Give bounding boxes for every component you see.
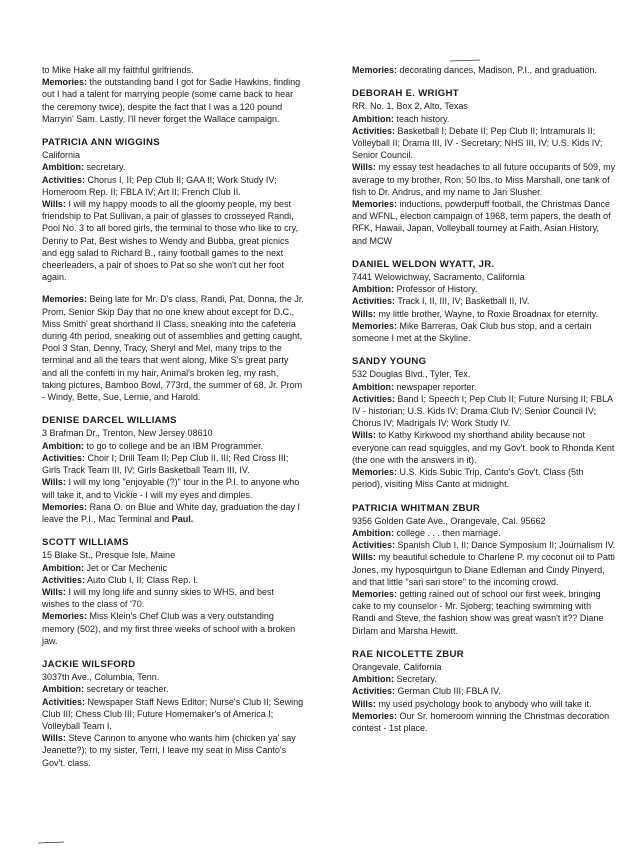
wills-line — [42, 476, 304, 500]
ambition-text: Secretary. — [396, 674, 437, 685]
memories-label: Memories: — [352, 320, 398, 331]
activities-text: Choir I; Drill Team II; Pep Club II, III; Red Cross III; Girls Track Team III, IV; Girls Basketball Team III, IV. — [42, 452, 289, 476]
activities-line — [352, 539, 616, 551]
activities-label: Activities: — [352, 686, 396, 697]
memories-text: Mike Barreras, Oak Club bus stop, and a certain someone I met at the Skyline. — [352, 320, 592, 344]
memories-label: Memories: — [42, 611, 88, 622]
wills-line — [42, 586, 304, 610]
senior-address: 15 Blake St., Presque Isle, Maine — [42, 550, 176, 561]
ambition-text: secretary. — [86, 162, 126, 173]
ambition-line — [42, 440, 304, 452]
memories-label: Memories: — [352, 199, 398, 210]
ambition-line — [352, 381, 616, 393]
paragraph-gap — [42, 283, 304, 293]
pen-mark-top — [448, 58, 482, 64]
wills-text: Steve Cannon to anyone who wants him (chicken ya' say Jeanette?); to my sister, Terri, I leave my seat in Miss Canto's Gov't. class. — [42, 733, 296, 768]
memories-text: Miss Klein's Chef Club was a very outstanding memory (502), and my first three weeks of school with a broken jaw. — [42, 611, 296, 646]
activities-line — [42, 174, 304, 198]
senior-name: JACKIE WILSFORD — [42, 658, 136, 670]
wills-text: my beautiful schedule to Charlene P. my coconut oil to Patti Jones, my hyposquirtgun to Diane Edleman and Cindy Pinyerd, and that little "sari sari store" to the incoming crowd. — [352, 552, 615, 587]
ambition-text: Jet or Car Mechenic — [86, 562, 168, 573]
memories-label: Memories: — [352, 588, 398, 599]
activities-label: Activities: — [42, 696, 86, 707]
memories-label: Memories: — [352, 710, 398, 721]
memories-label: Memories: — [42, 77, 88, 88]
ambition-text: newspaper reporter. — [396, 381, 477, 392]
activities-label: Activities: — [352, 393, 396, 404]
ambition-label: Ambition: — [42, 684, 84, 695]
activities-text: Newspaper Staff News Editor; Nurse's Club II; Sewing Club III; Chess Club III; Future Homemaker's of America I; Volleyball Team I. — [42, 696, 304, 731]
wills-label: Wills: — [352, 162, 376, 173]
memories-label: Memories: — [42, 294, 88, 305]
memories-bold-tail: Paul. — [171, 513, 194, 524]
ambition-label: Ambition: — [352, 381, 394, 392]
ambition-label: Ambition: — [352, 113, 394, 124]
ambition-label: Ambition: — [42, 562, 84, 573]
wills-text: to Kathy Kirkwood my shorthand ability because not everyone can read squiggles, and my Gov't. book to Rhonda Kent (the one with the answers in it). — [352, 430, 615, 465]
wills-text: I will my happy moods to all the gloomy people, my best friendship to Pat Sullivan, a pair of glasses to crosseyed Randi, Pool No. 3 to all bored girls, the terminal to those who like to cry, Denny to Pat, Best wishes to Wendy and Bubba, great picnics and egg salad to Richard B., rainy football games to the next cheerleaders, a pair of shoes to Pat so she won't cut her foot again. — [42, 199, 298, 283]
wills-label: Wills: — [42, 477, 66, 488]
ambition-line — [42, 562, 304, 574]
wills-line — [352, 429, 616, 466]
wills-text: my essay test headaches to all future occupants of 509, my average to my brother, Ron; 50 lbs. to Miss Marshall, one tank of fish to Dr. Andrus, and my name to Jan Slusher. — [352, 162, 616, 197]
wills-line — [352, 698, 616, 710]
ambition-line — [42, 683, 304, 695]
activities-text: Track I, II, III, IV; Basketball II, IV. — [397, 296, 530, 307]
memories-label: Memories: — [42, 501, 88, 512]
activities-line — [42, 574, 304, 586]
activities-text: German Club III; FBLA IV. — [397, 686, 501, 697]
wills-label: Wills: — [42, 733, 66, 744]
ambition-line — [352, 527, 616, 539]
pen-mark-bottom — [36, 838, 66, 846]
senior-address: 9356 Golden Gate Ave., Orangevale, Cal. 95662 — [352, 515, 546, 526]
wills-text: I will my long life and sunny skies to WHS, and best wishes to the class of '70. — [42, 586, 275, 610]
wills-label: Wills: — [42, 586, 66, 597]
activities-text: Basketball I; Debate II; Pep Club II; Intramurals II; Volleyball II; Drama III, IV - Secretary; NHS III, IV; U.S. Kids IV; Senior Council. — [352, 125, 603, 161]
memories-line — [42, 610, 304, 647]
senior-name: SCOTT WILLIAMS — [42, 537, 129, 549]
activities-label: Activities: — [352, 540, 396, 551]
wills-label: Wills: — [352, 698, 376, 709]
senior-address: Orangevale, California — [352, 661, 442, 672]
senior-name: SANDY YOUNG — [352, 356, 427, 368]
ambition-text: Professor of History. — [396, 284, 478, 295]
senior-entry-zbur-patricia — [352, 503, 616, 637]
activities-text: Spanish Club I, II; Dance Symposium II; Journalism IV. — [397, 540, 616, 551]
continued-memories — [42, 76, 304, 125]
activities-text: Band I; Speech I; Pep Club II; Future Nursing II; FBLA IV - historian; U.S. Kids IV; Drama Club IV; Senior Council IV; Chorus IV; Madrigals IV; Work Study IV. — [352, 393, 613, 429]
ambition-text: teach history. — [396, 113, 450, 124]
memories-line — [352, 466, 616, 490]
senior-entry-wyatt — [352, 259, 616, 344]
wills-label: Wills: — [352, 430, 376, 441]
activities-line — [352, 393, 616, 430]
activities-text: Chorus I, II; Pep Club II; GAA II; Work Study IV; Homeroom Rep. II; FBLA IV; Art II; French Club II. — [42, 174, 277, 197]
activities-label: Activities: — [42, 574, 86, 585]
memories-line — [352, 710, 616, 734]
wills-line — [352, 161, 616, 198]
memories-text: U.S. Kids Subic Trip, Canto's Gov't. Class (5th period), visiting Miss Canto at midnight. — [352, 467, 584, 490]
memories-line — [352, 198, 616, 247]
ambition-label: Ambition: — [42, 162, 84, 173]
wills-line — [352, 308, 616, 320]
wills-line — [42, 198, 304, 283]
senior-name: DENISE DARCEL WILLIAMS — [42, 415, 177, 427]
wills-line — [352, 551, 616, 588]
activities-line — [352, 685, 616, 697]
senior-entry-wright — [352, 88, 616, 247]
activities-text: Auto Club I, II; Class Rep. I. — [87, 574, 199, 585]
activities-line — [352, 125, 616, 162]
senior-name: PATRICIA ANN WIGGINS — [42, 137, 160, 149]
memories-label: Memories: — [352, 467, 398, 478]
ambition-text: to go to college and be an IBM Programmer. — [86, 440, 264, 451]
ambition-label: Ambition: — [352, 527, 394, 538]
activities-line — [42, 452, 304, 476]
ambition-line — [352, 283, 616, 295]
continued-entry — [352, 64, 616, 76]
wills-text: my used psychology book to anybody who will take it. — [378, 698, 592, 709]
senior-entry-zbur-rae — [352, 649, 616, 734]
left-column — [42, 64, 304, 781]
ambition-line — [352, 113, 616, 125]
senior-name: DANIEL WELDON WYATT, JR. — [352, 258, 495, 270]
memories-text: the outstanding band I got for Sadie Hawkins, finding out I had a talent for marrying people (some came back to hear the ceremony twice), despite the fact that I was a 120 pound Marryin' Sam. Lastly, I'll never forget the Wallace campaign. — [42, 77, 301, 124]
continued-entry — [42, 64, 304, 125]
memories-line — [42, 501, 304, 525]
senior-entry-williams-scott — [42, 537, 304, 647]
senior-address: California — [42, 150, 81, 161]
senior-name: PATRICIA WHITMAN ZBUR — [352, 502, 481, 514]
ambition-line — [352, 673, 616, 685]
wills-label: Wills: — [42, 199, 66, 210]
senior-name: RAE NICOLETTE ZBUR — [352, 648, 464, 660]
ambition-label: Ambition: — [352, 284, 394, 295]
activities-label: Activities: — [352, 125, 396, 136]
wills-label: Wills: — [352, 308, 376, 319]
memories-line — [352, 320, 616, 344]
senior-entry-young — [352, 356, 616, 490]
activities-label: Activities: — [42, 452, 86, 463]
memories-label: Memories: — [352, 65, 398, 75]
memories-text: inductions, powderpuff football, the Christmas Dance and WFNL, election campaign of 1968, term papers, the death of RFK, Hawaii, Japan, Volleyball tourney at Faith, Asian History, and MCW — [352, 199, 611, 246]
ambition-label: Ambition: — [352, 674, 394, 685]
memories-line — [42, 293, 304, 403]
memories-text: getting rained out of school our first week, bringing cake to my counselor - Mr. Sjoberg; teaching swimming with Randi and Steve, the fashion show was great wasn't it?? Diane Dirlam and Marsha Hewitt. — [352, 588, 604, 636]
memories-line — [352, 588, 616, 637]
senior-entry-williams-denise — [42, 415, 304, 525]
wills-text: I will my long "enjoyable (?)" tour in the P.I. to anyone who will take it, and to Vickie - I will my eyes and dimples. — [42, 477, 300, 500]
memories-text: decorating dances, Madison, P.I., and graduation. — [399, 65, 597, 75]
senior-address: RR. No. 1, Box 2, Alto, Texas — [352, 101, 468, 112]
activities-line — [42, 696, 304, 733]
senior-address: 532 Douglas Blvd., Tyler, Tex. — [352, 369, 471, 380]
wills-label: Wills: — [352, 552, 376, 563]
memories-text: Being late for Mr. D's class, Randi, Pat, Donna, the Jr. Prom, Senior Skip Day that no one knew about except for D.C., Miss Smith' great shorthand II Class, sneaking into the cafeteria during 4th period, sneaking out of assemblies and getting caught, Pool 3 Stan, Denny, Tracy, Sheryl and Mel, many trips to the terminal and all the tears that went along, Mike S's great party and all the confetti in my hair, Animal's broken leg, my rash, taking pictures, Bamboo Bowl, 773rd, the summer of 68, Jr. Prom - Windy, Bette, Sue, Lernie, and Harold. — [42, 294, 304, 403]
ambition-text: college . . . then marriage. — [396, 527, 501, 538]
memories-text: Rana O. on Blue and White day, graduation the day I leave the P.I., Mac Terminal and — [42, 501, 300, 524]
senior-address: 3037th Ave., Columbia, Tenn. — [42, 672, 160, 683]
activities-line — [352, 295, 616, 307]
senior-entry-wiggins — [42, 137, 304, 403]
senior-address: 3 Brafman Dr., Trenton, New Jersey 08610 — [42, 428, 213, 439]
right-column — [352, 64, 616, 746]
senior-address: 7441 Welowichway, Sacramento, California — [352, 272, 525, 283]
activities-label: Activities: — [352, 296, 396, 307]
memories-text: Our Sr. homeroom winning the Christmas decoration contest - 1st place. — [352, 710, 610, 733]
continued-text: to Mike Hake all my faithful girlfriends. — [42, 65, 194, 75]
continued-memories — [352, 64, 616, 76]
senior-name: DEBORAH E. WRIGHT — [352, 88, 459, 100]
activities-label: Activities: — [42, 174, 86, 185]
wills-line — [42, 732, 304, 769]
ambition-line — [42, 161, 304, 173]
wills-text: my little brother, Wayne, to Roxie Broadnax for eternity. — [378, 308, 599, 319]
ambition-label: Ambition: — [42, 440, 84, 451]
senior-entry-wilsford — [42, 659, 304, 769]
ambition-text: secretary or teacher. — [86, 684, 169, 695]
